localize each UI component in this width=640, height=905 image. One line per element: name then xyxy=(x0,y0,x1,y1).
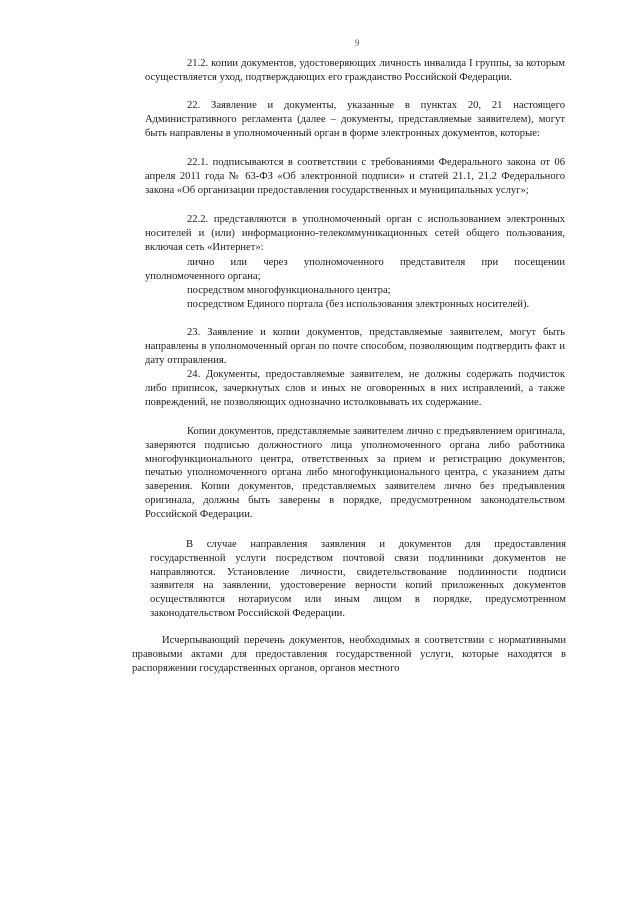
page-number: 9 xyxy=(355,38,360,48)
paragraph-24: 24. Документы, предоставляемые заявителем, не должны содержать подчисток либо приписок, зачеркнутых слов и иных не оговоренных в них исправлений, а также повреждений, не позволяющих однозначно истолковывать их содержание. xyxy=(145,369,565,408)
paragraph-21-2: 21.2. копии документов, удостоверяющих личность инвалида I группы, за которым осуществляется уход, подтверждающих его гражданство Российской Федерации. xyxy=(145,58,565,83)
paragraph-mfc: посредством многофункционального центра; xyxy=(187,285,391,296)
paragraph-perechen: Исчерпывающий перечень документов, необходимых в соответствии с нормативными правовыми актами для предоставления государственной услуги, которые находятся в распоряжении государственных органов, органов местного xyxy=(132,635,566,674)
paragraph-22-2: 22.2. представляются в уполномоченный орган с использованием электронных носителей и (или) информационно-телекоммуникационных сетей общего пользования, включая сеть «Интернет»: xyxy=(145,214,565,253)
paragraph-23: 23. Заявление и копии документов, представляемые заявителем, могут быть направлены в уполномоченный орган по почте способом, позволяющим подтвердить факт и дату отправления. xyxy=(145,327,565,366)
paragraph-22-1: 22.1. подписываются в соответствии с требованиями Федерального закона от 06 апреля 2011 года № 63-ФЗ «Об электронной подписи» и статей 21.1, 21.2 Федерального закона «Об организации предоставления государственных и муниципальных услуг»; xyxy=(145,157,565,196)
paragraph-kopii: Копии документов, представляемые заявителем лично с предъявлением оригинала, заверяются подписью должностного лица уполномоченного органа либо работника многофункционального центра, ответственных за прием и регистрацию документов, печатью уполномоченного органа либо многофункционального центра, с указанием даты заверения. Копии документов, представляемых заявителем лично без предъявления оригинала, должны быть заверены в порядке, предусмотренном законодательством Российской Федерации. xyxy=(145,426,565,520)
paragraph-22: 22. Заявление и документы, указанные в пунктах 20, 21 настоящего Административного регламента (далее – документы, представляемые заявителем), могут быть направлены в уполномоченный орган в форме электронных документов, которые: xyxy=(145,100,565,139)
paragraph-lichno: лично или через уполномоченного представителя при посещении уполномоченного органа; xyxy=(145,257,565,282)
paragraph-portal: посредством Единого портала (без использования электронных носителей). xyxy=(187,299,530,310)
paragraph-pochta: В случае направления заявления и документов для предоставления государственной услуги посредством почтовой связи подлинники документов не направляются. Установление личности, свидетельствование подлинности подписи заявителя на заявлении, удостоверение верности копий приложенных документов осуществляются нотариусом или иным лицом в порядке, предусмотренном законодательством Российской Федерации. xyxy=(150,539,566,619)
